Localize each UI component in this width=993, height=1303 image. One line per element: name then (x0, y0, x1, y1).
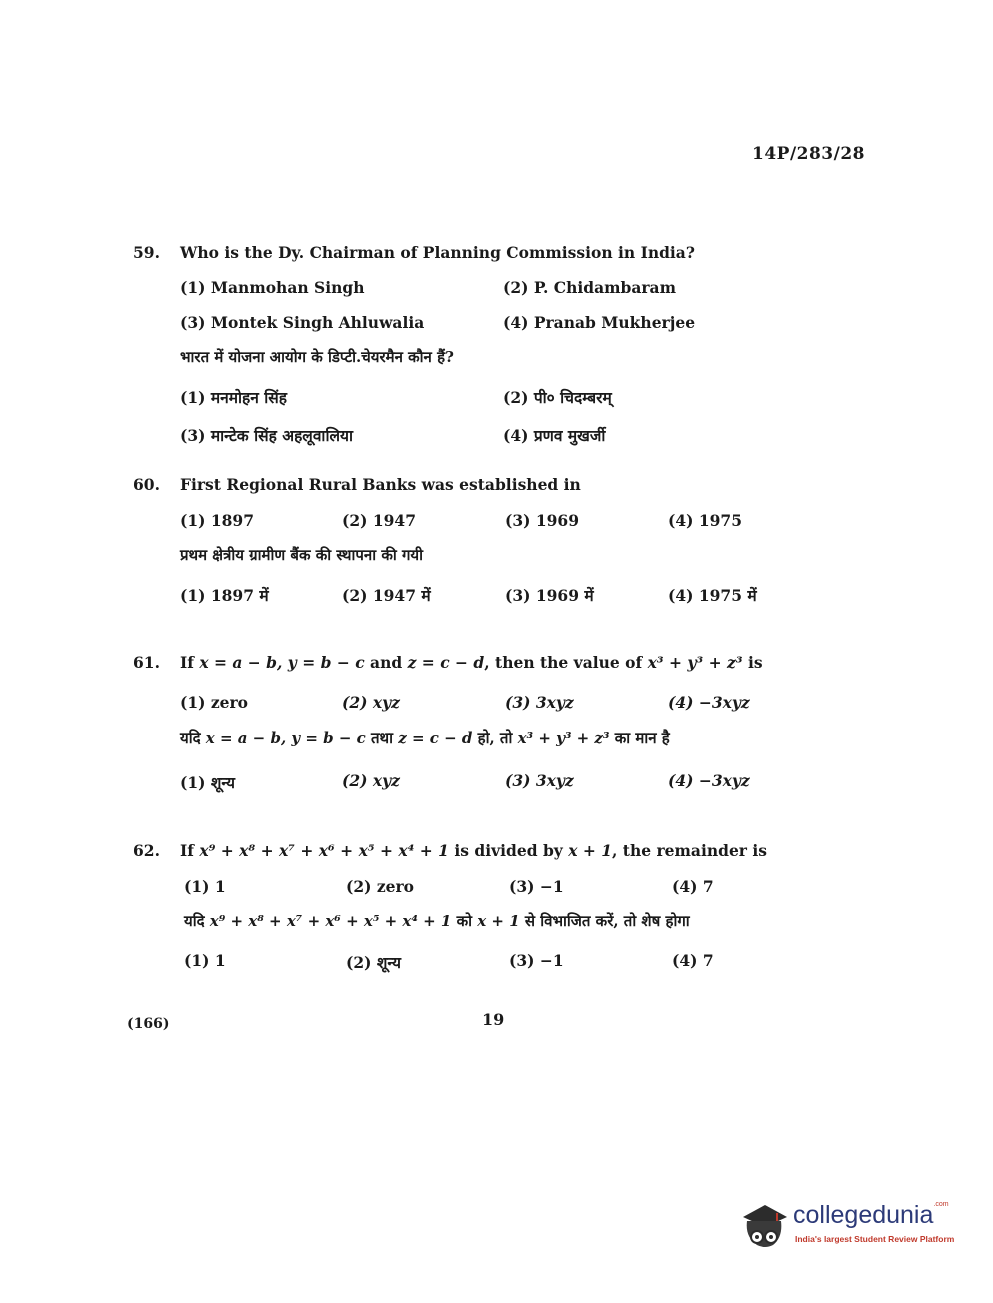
option-4: (4) −3xyz (668, 693, 750, 712)
option-3: (3) 1969 (505, 511, 579, 530)
option-1: (1) Manmohan Singh (180, 278, 365, 297)
option-1: (1) 1 (184, 877, 226, 896)
paper-code: 14P/283/28 (752, 144, 866, 164)
option-1-hi: (1) 1897 में (180, 586, 269, 605)
question-text-en: If x = a − b, y = b − c and z = c − d, then the value of x³ + y³ + z³ is (180, 653, 763, 672)
brand-name: collegedunia$^{.com}$ (793, 1201, 949, 1229)
question-number: 62. (133, 841, 160, 860)
option-2: (2) P. Chidambaram (503, 278, 676, 297)
option-4-hi: (4) 1975 में (668, 586, 757, 605)
student-mascot-icon (737, 1197, 791, 1255)
question-number: 59. (133, 243, 160, 262)
option-2-hi: (2) xyz (342, 771, 400, 790)
option-4: (4) Pranab Mukherjee (503, 313, 696, 332)
question-text-hi: भारत में योजना आयोग के डिप्टी.चेयरमैन कौन हैं? (180, 348, 454, 366)
option-4: (4) 7 (672, 877, 714, 896)
option-3-hi: (3) 3xyz (505, 771, 574, 790)
question-number: 61. (133, 653, 160, 672)
option-4-hi: (4) −3xyz (668, 771, 750, 790)
option-3: (3) Montek Singh Ahluwalia (180, 313, 425, 332)
option-2-hi: (2) पी० चिदम्बरम् (503, 388, 612, 407)
option-3-hi: (3) मान्टेक सिंह अहलूवालिया (180, 426, 353, 445)
option-2-hi: (2) 1947 में (342, 586, 431, 605)
question-text-hi: प्रथम क्षेत्रीय ग्रामीण बैंक की स्थापना की गयी (180, 546, 423, 564)
option-2: (2) zero (346, 877, 415, 896)
page-number: 19 (482, 1010, 505, 1029)
option-1-hi: (1) 1 (184, 951, 226, 970)
question-text-en: If x⁹ + x⁸ + x⁷ + x⁶ + x⁵ + x⁴ + 1 is divided by x + 1, the remainder is (180, 841, 767, 860)
option-1-hi: (1) शून्य (180, 773, 235, 792)
option-1: (1) 1897 (180, 511, 254, 530)
option-4-hi: (4) प्रणव मुखर्जी (503, 426, 606, 445)
option-1: (1) zero (180, 693, 249, 712)
collegedunia-watermark (737, 1197, 962, 1261)
option-4: (4) 1975 (668, 511, 742, 530)
option-3-hi: (3) −1 (509, 951, 564, 970)
option-2: (2) xyz (342, 693, 400, 712)
option-3: (3) 3xyz (505, 693, 574, 712)
question-text-en: First Regional Rural Banks was established in (180, 475, 581, 494)
footer-code: (166) (127, 1016, 170, 1032)
option-1-hi: (1) मनमोहन सिंह (180, 388, 287, 407)
question-text-hi: यदि x = a − b, y = b − c तथा z = c − d हो, तो x³ + y³ + z³ का मान है (180, 729, 670, 747)
option-2: (2) 1947 (342, 511, 416, 530)
option-4-hi: (4) 7 (672, 951, 714, 970)
question-number: 60. (133, 475, 160, 494)
option-2-hi: (2) शून्य (346, 953, 401, 972)
option-3-hi: (3) 1969 में (505, 586, 594, 605)
question-text-en: Who is the Dy. Chairman of Planning Commission in India? (180, 243, 695, 262)
brand-tagline: India's largest Student Review Platform (795, 1234, 955, 1244)
option-3: (3) −1 (509, 877, 564, 896)
question-text-hi: यदि x⁹ + x⁸ + x⁷ + x⁶ + x⁵ + x⁴ + 1 को x + 1 से विभाजित करें, तो शेष होगा (184, 912, 690, 930)
